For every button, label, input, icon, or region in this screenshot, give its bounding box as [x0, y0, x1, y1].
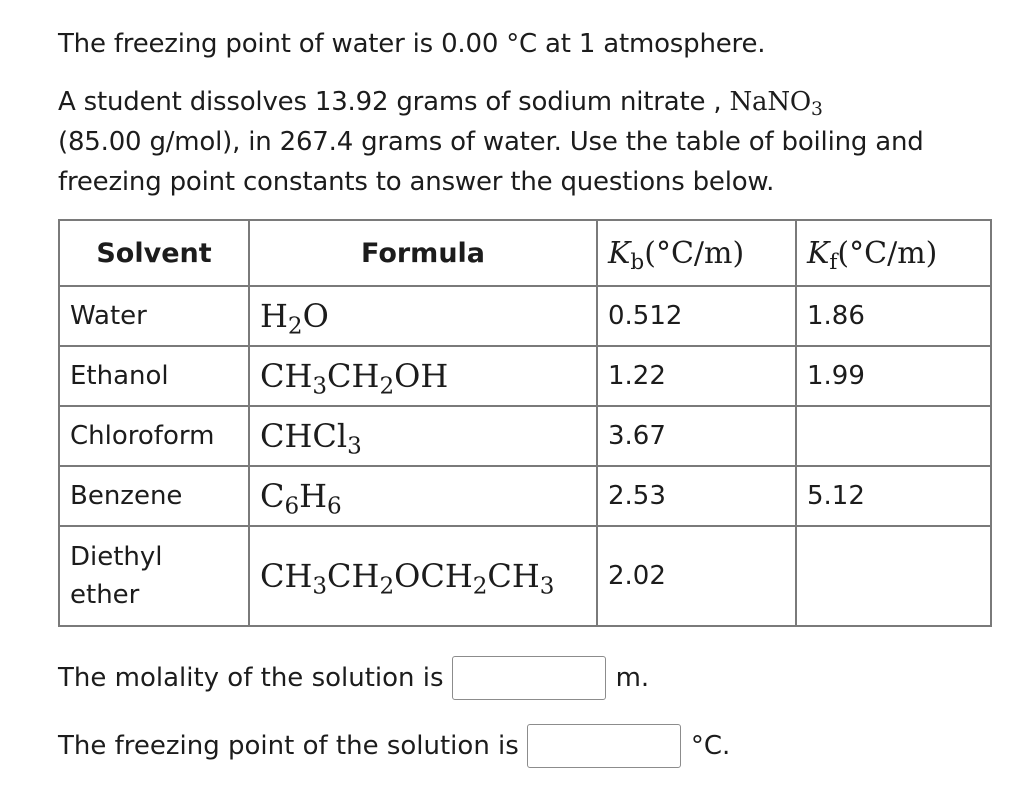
kf-cell: 5.12 [796, 466, 991, 526]
header-solvent: Solvent [59, 220, 249, 286]
table-row [59, 406, 991, 466]
table-row [59, 286, 991, 346]
header-kf: $K_f(^\circ C/m)$ [796, 220, 991, 286]
formula-cell: $CH_3CH_2OH$ [249, 346, 597, 406]
formula-cell: $C_6H_6$ [249, 466, 597, 526]
kb-cell: 0.512 [597, 286, 796, 346]
formula-cell: CHCl$_3$ [249, 406, 597, 466]
molality-unit: m. [615, 663, 650, 693]
table-row [59, 346, 991, 406]
freezing-point-unit: °C. [690, 731, 731, 761]
kb-cell: 2.02 [597, 526, 796, 626]
molality-input[interactable] [452, 656, 606, 700]
solvent-cell: Diethyl ether [59, 526, 249, 626]
kb-cell: 1.22 [597, 346, 796, 406]
table-header-row [59, 220, 991, 286]
header-formula: Formula [249, 220, 597, 286]
intro-freezing-point: The freezing point of water is 0.00 °C at 1 atmosphere. [58, 29, 766, 59]
molality-question [58, 656, 649, 700]
solute-formula: NaNO$_3$ [729, 87, 823, 121]
kf-cell [796, 526, 991, 626]
problem-statement [58, 82, 958, 202]
freezing-point-input[interactable] [527, 724, 681, 768]
solvent-cell: Ethanol [59, 346, 249, 406]
constants-table [58, 219, 992, 627]
freezing-point-prompt: The freezing point of the solution is [58, 731, 519, 761]
problem-text: A student dissolves 13.92 grams of sodium nitrate , [58, 87, 730, 117]
kf-cell: 1.86 [796, 286, 991, 346]
kb-cell: 3.67 [597, 406, 796, 466]
kf-cell: 1.99 [796, 346, 991, 406]
header-kb: $K_b(^\circ C/m)$ [597, 220, 796, 286]
table-row [59, 526, 991, 626]
formula-cell: $CH_3CH_2OCH_2CH_3$ [249, 526, 597, 626]
solvent-cell: Chloroform [59, 406, 249, 466]
problem-text-continued: (85.00 g/mol), in 267.4 grams of water. Use the table of boiling and freezing point constants to answer the questions below. [58, 127, 924, 197]
kb-cell: 2.53 [597, 466, 796, 526]
molality-prompt: The molality of the solution is [58, 663, 444, 693]
table-row [59, 466, 991, 526]
solvent-cell: Water [59, 286, 249, 346]
formula-cell: $H_2O$ [249, 286, 597, 346]
freezing-point-question [58, 724, 730, 768]
solvent-cell: Benzene [59, 466, 249, 526]
kf-cell [796, 406, 991, 466]
